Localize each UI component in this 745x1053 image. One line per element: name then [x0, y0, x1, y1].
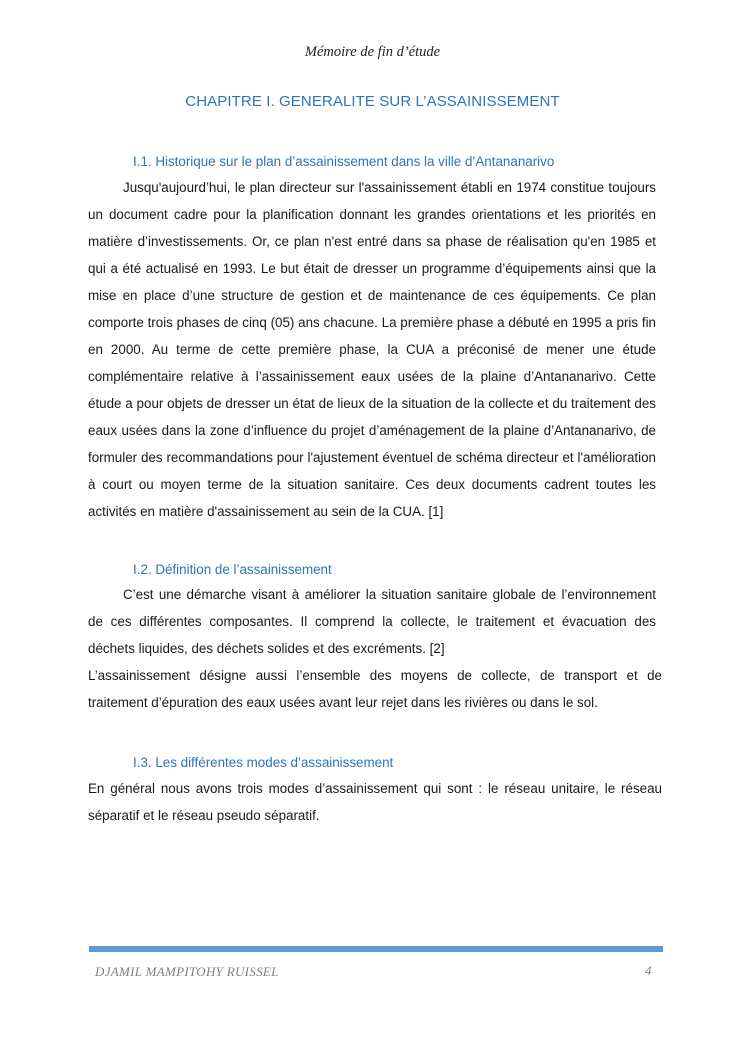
section-heading-definition: I.2. Définition de l’assainissement	[133, 562, 332, 577]
paragraph-modes: En général nous avons trois modes d’assainissement qui sont : le réseau unitaire, le réseau séparatif et le réseau pseudo séparatif.	[88, 781, 662, 823]
paragraph-definition: C’est une démarche visant à améliorer la situation sanitaire globale de l’environnement de ces différentes composantes. Il comprend la collecte, le traitement et évacuation des déchets liquides, des déchets solides et des excréments. [2]	[88, 587, 656, 656]
page-number: 4	[645, 963, 652, 978]
section-heading-modes: I.3. Les différentes modes d’assainissement	[133, 755, 394, 770]
section-heading-historique: I.1. Historique sur le plan d’assainissement dans la ville d’Antananarivo	[133, 154, 555, 169]
paragraph-definition-2: L’assainissement désigne aussi l’ensemble des moyens de collecte, de transport et de traitement d’épuration des eaux usées avant leur rejet dans les rivières ou dans le sol.	[88, 668, 662, 710]
running-header: Mémoire de fin d’étude	[304, 44, 441, 60]
footer-author: DJAMIL MAMPITOHY RUISSEL	[95, 964, 279, 979]
footer-rule	[89, 946, 663, 952]
chapter-title: CHAPITRE I. GENERALITE SUR L’ASSAINISSEMENT	[185, 93, 560, 110]
paragraph-historique: Jusqu'aujourd’hui, le plan directeur sur l'assainissement établi en 1974 constitue toujours un document cadre pour la planification donnant les grandes orientations et les priorités en matière d’investissements. Or, ce plan n'est entré dans sa phase de réalisation qu'en 1985 et qui a été actualisé en 1993. Le but était de dresser un programme d’équipements ainsi que la mise en place d’une structure de gestion et de maintenance de ces équipements. Ce plan comporte trois phases de cinq (05) ans chacune. La première phase a débuté en 1995 a pris fin en 2000. Au terme de cette première phase, la CUA a préconisé de mener une étude complémentaire relative à l’assainissement eaux usées de la plaine d’Antananarivo. Cette étude a pour objets de dresser un état de lieux de la situation de la collecte et du traitement des eaux usées dans la zone d’influence du projet d’aménagement de la plaine d’Antananarivo, de formuler des recommandations pour l'ajustement éventuel de schéma directeur et l'amélioration à court ou moyen terme de la situation sanitaire. Ces deux documents cadrent toutes les activités en matière d'assainissement au sein de la CUA. [1]	[88, 180, 656, 519]
